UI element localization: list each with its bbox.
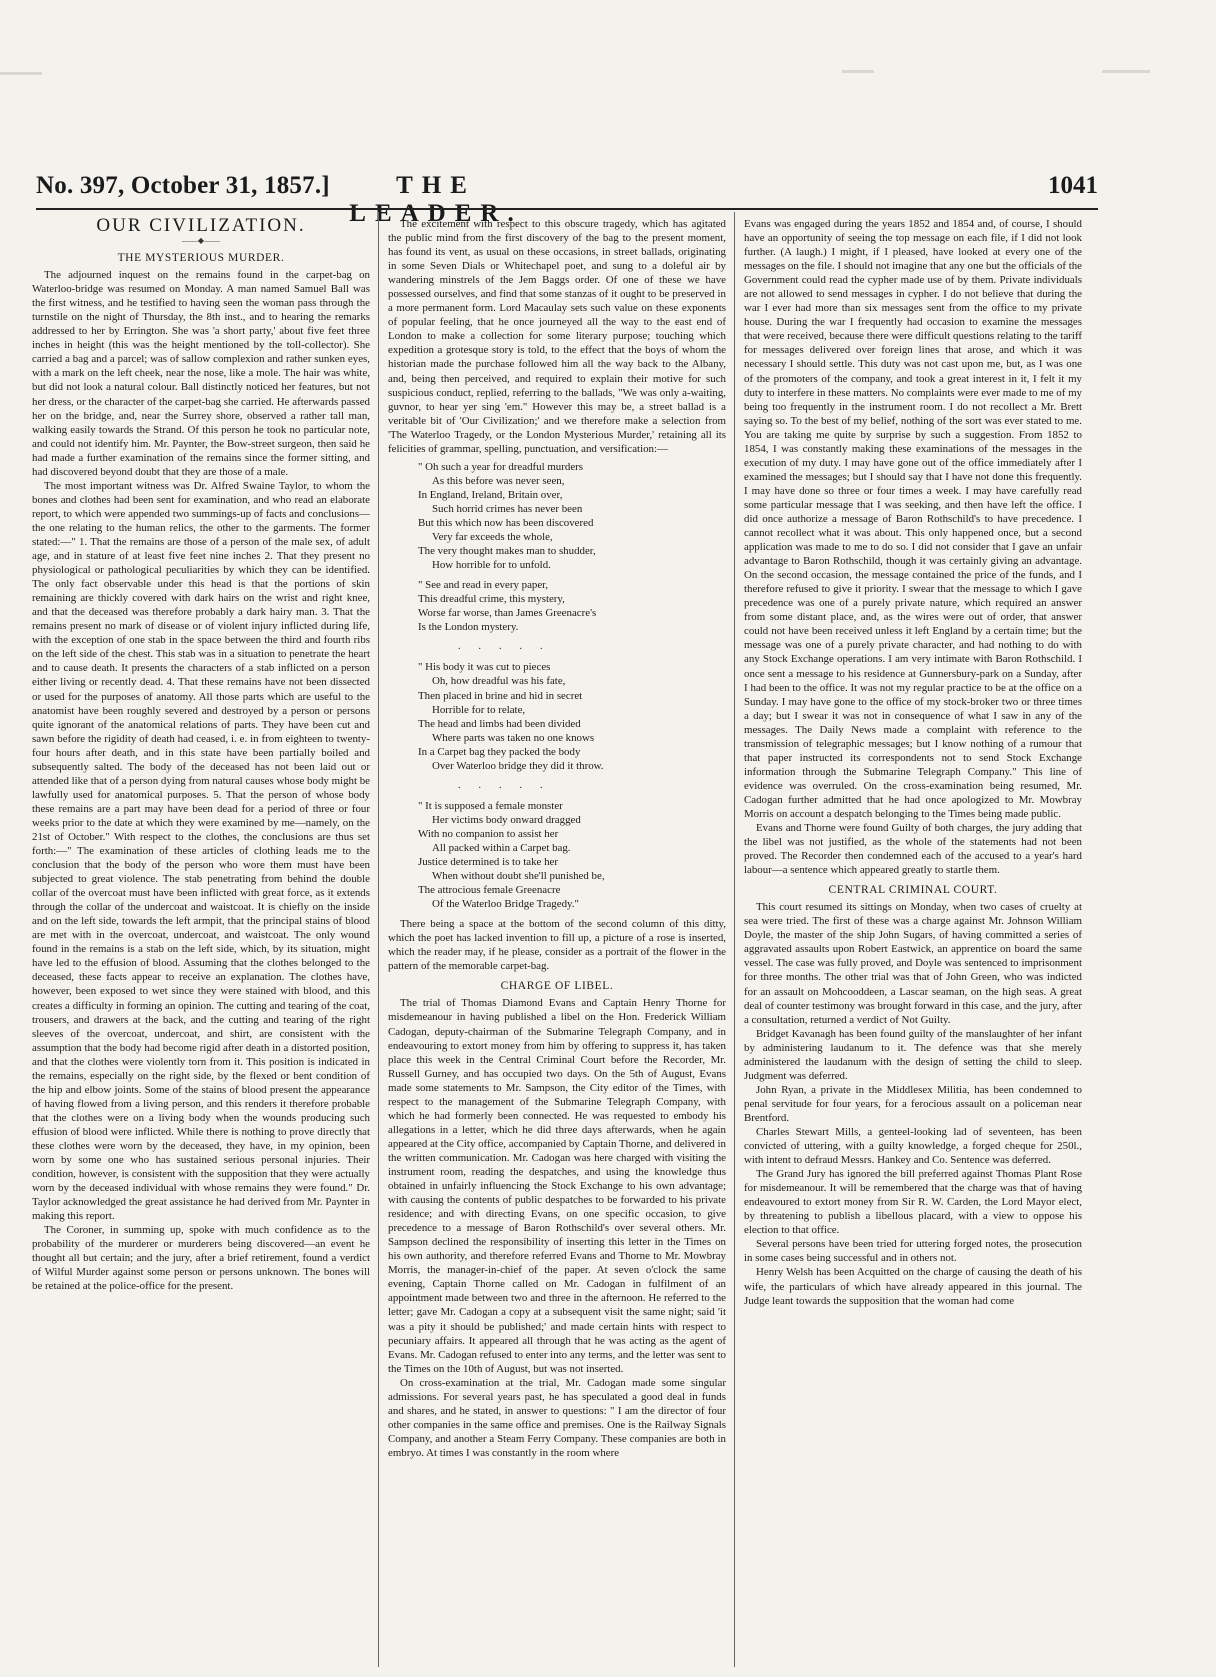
publication-title: THE LEADER. xyxy=(349,172,523,227)
scan-artifact-left xyxy=(0,72,42,75)
article-paragraph: Charles Stewart Mills, a genteel-looking lad of seventeen, has been convicted of uttering, with a guilty knowledge, a forged cheque for 250l., with intent to defraud Messrs. Hankey and Co. Sentence was deferred. xyxy=(744,1126,1082,1167)
column-rule xyxy=(734,212,735,1667)
verse-line: The attrocious female Greenacre xyxy=(418,884,561,897)
article-paragraph: The excitement with respect to this obscure tragedy, which has agitated the public mind from the first discovery of the bag to the present moment, has found its vent, as usual on these occasions, in street ballads, originating in some Seven Dials or Whitechapel poet, and sung to a doleful air by wandering minstrels of the Jem Baggs order. Of one of these we have possessed ourselves, and find that some stanzas of it ought to be preserved in a more permanent form. Lord Macaulay sets such value on these exponents of popular feeling, that he once journeyed all the way to the east end of London to make a collection for some literary purpose; touching which expedition a grotesque story is told, to the effect that the boys of whom the historian made the purchase followed him all the way back to the Albany, and, being then perceived, and required to explain their motive for such suspicious conduct, replied, referring to the ballads, "We was only a-waiting, guvnor, to hear yer sing 'em." However this may be, a street ballad is a veritable bit of 'Our Civilization;' and we therefore make a selection from 'The Waterloo Tragedy, or the London Mysterious Murder,' retaining all its felicities of grammar, spelling, punctuation, and versification:— xyxy=(388,218,726,455)
verse-line: Justice determined is to take her xyxy=(418,856,559,869)
article-paragraph: Henry Welsh has been Acquitted on the charge of causing the death of his wife, the particulars of which have already appeared in this journal. The Judge leant towards the supposition that the woman had come xyxy=(744,1266,1082,1307)
stanza-break-dots: ..... xyxy=(458,641,561,653)
ballad-stanza xyxy=(418,578,726,634)
verse-line: " It is supposed a female monster xyxy=(418,799,563,812)
verse-line: Such horrid crimes has never been xyxy=(432,502,583,515)
verse-line: Worse far worse, than James Greenacre's xyxy=(418,607,597,620)
article-paragraph: The adjourned inquest on the remains found in the carpet-bag on Waterloo-bridge was resumed on Monday. A man named Samuel Ball was the first witness, and he testified to having seen the woman pass through the turnstile on the night of Thursday, the 8th inst., and to hearing the remarks addressed to her by Errington. She was 'a short party,' about five feet three inches in height (this was the height mentioned by the toll-collector). She carried a bag and a parcel; was of sallow complexion and rather sunken eyes, with a mark on the left cheek, near the nose, like a mole. The hair was white, but did not look a natural colour. Ball distinctly noticed her features, but not her dress, or the character of the carpet-bag she carried. He afterwards passed her on the bridge, and, near the Surrey shore, observed a rather tall man, walking easily towards the Strand. Of this person he took no particular note, and could not identify him. Mr. Paynter, the Bow-street surgeon, then said he had made a further examination of the remains since the former sitting, and had discovered beyond doubt that they are those of a male. xyxy=(32,269,370,478)
ballad-stanza xyxy=(418,799,726,911)
verse-line: Is the London mystery. xyxy=(418,621,519,634)
verse-line: With no companion to assist her xyxy=(418,827,559,840)
verse-line: All packed within a Carpet bag. xyxy=(432,841,571,854)
article-paragraph: The most important witness was Dr. Alfred Swaine Taylor, to whom the bones and clothes had been sent for examination, and who read an elaborate report, to which were appended two summings-up of facts and conclusions—the one relating to the human relics, the other to the garments. The former stated:—" 1. That the remains are those of a person of the male sex, of adult age, and in stature of at least five feet nine inches 2. That they present no physiological or pathological peculiarities by which they can be identified. The only fact observable under this head is that the portions of skin remaining are thickly covered with dark hairs on the wrist and right knee, and that the deceased was therefore probably a dark hairy man. 3. That the remains present no mark of disease or of violent injury inflicted during life, with the exception of one stab in the space between the third and fourth ribs on the left side of the chest. This stab was in a situation to penetrate the heart and to cause death. It presents the characters of a stab inflicted on a person either living or recently dead. 4. That these remains have not been dissected or used for the purposes of anatomy. All those parts which are useful to the anatomist have been roughly severed and destroyed by a person or persons quite ignorant of the anatomical relations of parts. They have been cut and sawn before the rigidity of death had ceased, i. e. in from eighteen to twenty-four hours after death, and in this state have been partially boiled and subsequently salted. The body of the deceased has not been laid out or attended like that of a person dying from natural causes whose body might be lawfully used for anatomical purposes. 5. That the person of whose body these remains are a part may have been dead for a period of three or four weeks prior to the date at which they were examined by me—namely, on the 21st of October." With respect to the clothes, the conclusions are thus set forth:—" The examination of these articles of clothing leads me to the conclusion that the body of the person who wore them must have been subjected to great violence. The stab penetrating from behind the double collar of the overcoat must have been inflicted with great force, as it extends through the collar of the undercoat and waistcoat. It is chiefly on the inside and on the left side, towards the left armpit, that the principal stains of blood are met with in the overcoat, undercoat, and waistcoat. The only wound found in the remains is a stab on the left side, which, by its situation, might have led to the effusion of blood. Assuming that the clothes belonged to the deceased, these facts appear to receive an explanation. The clothes have, however, been exposed to wet since they were stained with blood, and this creates a difficulty in forming an opinion. The cutting and tearing of the coat, trousers, and drawers at the back, and the cutting and tearing of the right sleeves of the overcoat, undercoat, and shirt, are consistent with the assumption that the body had become rigid after death in a distorted position, and that the clothes were violently torn from it. This position is indicated in the remains, especially on the right side, by the flexed or bent condition of the hip and elbow joints. Some of the stains of blood present the appearance of having flowed from a living person, and this renders it therefore probable that the clothes were on a living body when the wounds producing such effusion of blood were inflicted. While there is nothing to prove directly that these clothes were worn by the deceased, they have, in my opinion, been worn by some one who has sustained serious personal injuries. Their condition, however, is consistent with the supposition that they were actually worn by the deceased individual with whose remains they were found." Dr. Taylor acknowledged the great assistance he had derived from Mr. Paynter in making this report. xyxy=(32,479,370,1223)
ornament-rule: ——◆—— xyxy=(181,236,221,246)
article-heading: THE MYSTERIOUS MURDER. xyxy=(117,252,285,265)
verse-line: Where parts was taken no one knows xyxy=(432,731,595,744)
verse-line: Her victims body onward dragged xyxy=(432,813,581,826)
article-paragraph: On cross-examination at the trial, Mr. Cadogan made some singular admissions. For several years past, he has speculated a good deal in funds and shares, and he stated, in answer to questions: " I am the director of four other companies in the same office and premises. One is the Railway Signals Company, and another a Steam Ferry Company. These companies are both in embryo. At times I was constantly in the room where xyxy=(388,1376,726,1459)
article-paragraph: John Ryan, a private in the Middlesex Militia, has been condemned to penal servitude for four years, for a ferocious assault on a policeman near Brentford. xyxy=(744,1083,1082,1124)
column-3 xyxy=(744,217,1082,1667)
verse-line: This dreadful crime, this mystery, xyxy=(418,593,565,606)
article-paragraph: Evans and Thorne were found Guilty of both charges, the jury adding that the libel was not justified, as the whole of the statements had not been proved. The Recorder then condemned each of the accused to a year's hard labour—a sentence which appeared greatly to startle them. xyxy=(744,822,1082,877)
article-heading: CHARGE OF LIBEL. xyxy=(500,980,614,993)
ballad-stanza xyxy=(418,660,726,772)
masthead-rule xyxy=(36,208,1098,210)
stanza-break-dots: ..... xyxy=(458,779,561,791)
article-paragraph: The Grand Jury has ignored the bill preferred against Thomas Plant Rose for misdemeanour. It will be remembered that the charge was that of having endeavoured to extort money from Sir R. W. Carden, the Lord Mayor elect, by threatening to publish a libellous placard, with a view to oppose his election to that office. xyxy=(744,1168,1082,1237)
verse-line: In a Carpet bag they packed the body xyxy=(418,745,581,758)
article-paragraph: The Coroner, in summing up, spoke with much confidence as to the probability of the murderer or murderers being discovered—an event he thought all but certain; and the jury, after a brief retirement, found a verdict of Wilful Murder against some person or persons unknown. The bones will be retained at the police-office for the present. xyxy=(32,1224,370,1293)
ballad-stanza xyxy=(418,460,726,572)
article-paragraph: Evans was engaged during the years 1852 and 1854 and, of course, I should have an opportunity of seeing the top message on each file, if I did not look further. (A laugh.) I might, if I pleased, have looked at every one of the messages on the file. I should not imagine that any one but the officials of the Government could read the cypher made use of by them. Private individuals are not allowed to send messages in cypher. I do not believe that during the war I ever had more than six messages sent from the office to my private house. During the war I frequently had occasion to examine the messages that were received, because there were difficult questions relating to the tariff for messages delivered over foreign lines that arose, and which it was necessary I should settle. This duty was not cast upon me, but, as I was one of the promoters of the company, and took a great interest in it, I felt it my duty to interfere in these matters. No complaints were ever made to me of my being too frequently in the instrument room. I do not recollect a Mr. Brett saying so. To the best of my belief, nothing of the sort was ever stated to me. You are taking me quite by surprise by such a suggestion. From 1852 to 1854, I was constantly making these examinations of the messages in the execution of my duty. I may have gone out of the office immediately after I examined the messages; but I should say that I have not done this frequently. I may have done so three or four times a week. I may have carefully read some particular message that I was seeking, and then have left the office. I did once authorize a message of Baron Rothschild's to have precedence. I cannot recollect what it was about. This only happened once, but a second application was made to me to do so. I did not consider that I gave an unfair advantage to Baron Rothschild, though it was certainly giving an advantage. On the second occasion, the message contained the price of the funds, and I therefore refused to give it priority. I swear that the message to which I gave precedence was one of a purely private nature, which required an answer from some distant place, and, as the wires were out of order, that answer could not have been received unless it left England by a certain time; but the message was one of a purely private character, and had nothing to do with any Stock Exchange operations. I am very intimate with Baron Rothschild. I once sent a message to his residence at Gunnersbury-park on a Sunday, after I had been to the office. It was not my regular practice to be at the office on a Sunday. I may have gone to the office of my stock-broker two or three times a day; but I swear it was not in consequence of what I saw in any of the messages. The Daily News made a complaint with reference to the transmission of telegraphic messages; but I know nothing of a rumour that that paper instructed its correspondents not to send Stock Exchange information through the Submarine Telegraph Company." This line of evidence was overruled. On the cross-examination being resumed, Mr. Cadogan further admitted that he had once apologized to Mr. Mowbray Morris on account a despatch belonging to the Times being made public. xyxy=(744,218,1082,820)
verse-line: " See and read in every paper, xyxy=(418,579,549,592)
column-1 xyxy=(32,217,370,1667)
verse-line: Over Waterloo bridge they did it throw. xyxy=(432,759,604,772)
verse-line: " His body it was cut to pieces xyxy=(418,661,551,674)
article-paragraph: Several persons have been tried for uttering forged notes, the prosecution in some cases being successful and in others not. xyxy=(744,1238,1082,1265)
scan-artifact-mid xyxy=(842,70,874,73)
column-2 xyxy=(388,217,726,1667)
verse-line: " Oh such a year for dreadful murders xyxy=(418,460,584,473)
verse-line: The head and limbs had been divided xyxy=(418,717,581,730)
verse-line: As this before was never seen, xyxy=(432,474,565,487)
issue-line: No. 397, October 31, 1857.] xyxy=(36,172,330,199)
verse-line: How horrible for to unfold. xyxy=(432,559,551,572)
column-rule xyxy=(378,212,379,1667)
page-number: 1041 xyxy=(1048,172,1098,199)
article-paragraph: Bridget Kavanagh has been found guilty of the manslaughter of her infant by administering laudanum to it. The defence was that she merely administered the laudanum with the design of setting the child to sleep. Judgment was deferred. xyxy=(744,1027,1082,1082)
article-heading: CENTRAL CRIMINAL COURT. xyxy=(828,884,998,897)
verse-line: Horrible for to relate, xyxy=(432,703,526,716)
verse-line: When without doubt she'll punished be, xyxy=(432,870,605,883)
verse-line: In England, Ireland, Britain over, xyxy=(418,488,563,501)
article-paragraph: The trial of Thomas Diamond Evans and Captain Henry Thorne for misdemeanour in having published a libel on the Hon. Frederick William Cadogan, deputy-chairman of the Submarine Telegraph Company, and in endeavouring to extort money from him by offering to suppress it, has taken place this week in the Central Criminal Court before the Recorder, Mr. Russell Gurney, and has occupied two days. On the 5th of August, Evans made some statements to Mr. Sampson, the City editor of the Times, with respect to the management of the Submarine Telegraph Company, with which he had formerly been connected. He was requested to embody his allegations in a letter, which he did three days afterwards, when he again appeared at the City office, accompanied by Captain Thorne, and delivered in the written communication. Mr. Cadogan was here charged with visiting the instrument room, reading the despatches, and using the knowledge thus obtained in unfairly influencing the Stock Exchange to his own advantage; with causing the contents of public despatches to be forwarded to his private residence; and with directing Evans, on one specific occasion, to give precedence to a message of Baron Rothschild's over several others. Mr. Sampson declined the responsibility of inserting this letter in the Times on his own authority, and therefore referred Evans and Thorne to Mr. Mowbray Morris, the manager-in-chief of the paper. At seven o'clock the same evening, Captain Thorne called on Mr. Cadogan in fulfilment of an appointment made between two and three in the afternoon. He referred to the letter; gave Mr. Cadogan a copy at a subsequent visit the same night; said 'it was a pity it should be published;' and made certain hints with respect to pecuniary affairs. It appeared all through that he was acting as the agent of Evans. Mr. Cadogan refused to enter into any terms, and the letter was sent to the Times on the 10th of August, but was not inserted. xyxy=(388,997,726,1375)
verse-line: Oh, how dreadful was his fate, xyxy=(432,675,566,688)
section-title: OUR CIVILIZATION. xyxy=(96,217,306,236)
verse-line: Then placed in brine and hid in secret xyxy=(418,689,583,702)
verse-line: Of the Waterloo Bridge Tragedy." xyxy=(432,898,579,911)
article-paragraph: This court resumed its sittings on Monday, when two cases of cruelty at sea were tried. The first of these was a charge against Mr. Johnson William Doyle, the master of the ship John Sugars, of having committed a series of aggravated assaults upon Robert Eastwick, an apprentice on board the same vessel. The case was fully proved, and Doyle was sentenced to imprisonment for three months. The other trial was that of John Green, who was indicted for an assault on Mohcooddeen, a Lascar seaman, on the high seas. A great deal of counter testimony was brought forward in this case, and the jury, after a consultation, returned a verdict of Not Guilty. xyxy=(744,901,1082,1026)
article-paragraph: There being a space at the bottom of the second column of this ditty, which the poet has lacked invention to fill up, a picture of a rose is inserted, which the reader may, if he please, consider as a portrait of the flower in the pattern of the memorable carpet-bag. xyxy=(388,918,726,973)
verse-line: Very far exceeds the whole, xyxy=(432,531,553,544)
ballad xyxy=(418,460,726,911)
verse-line: The very thought makes man to shudder, xyxy=(418,545,596,558)
scan-artifact-right xyxy=(1102,70,1150,73)
verse-line: But this which now has been discovered xyxy=(418,516,594,529)
